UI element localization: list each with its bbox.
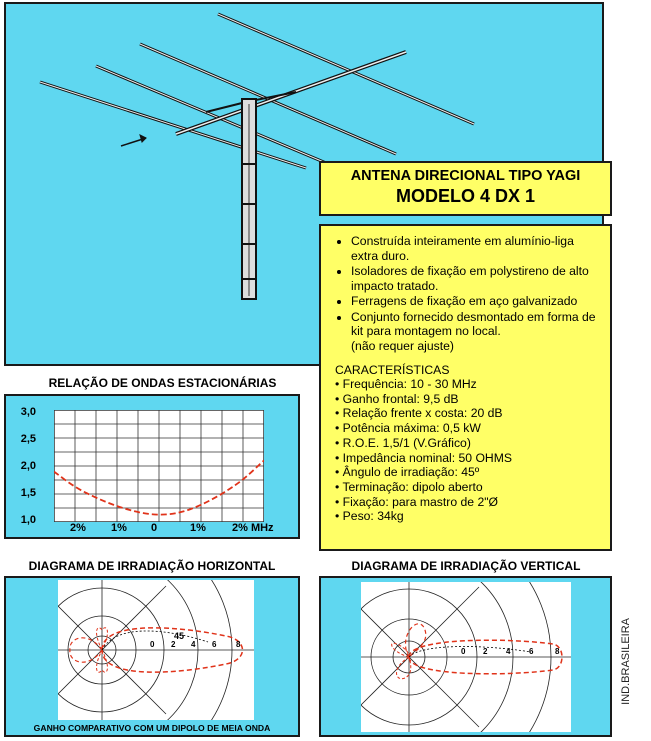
swr-x-tick: 1% — [190, 522, 206, 534]
gain-footnote: GANHO COMPARATIVO COM UM DIPOLO DE MEIA ONDA — [33, 723, 271, 733]
ring-label: 4 — [191, 640, 196, 649]
horizontal-radiation-diagram — [58, 580, 254, 720]
angle-label: 45 — [174, 631, 185, 641]
swr-x-tick: 1% — [111, 522, 127, 534]
features-list — [335, 234, 604, 353]
specs-list — [335, 377, 604, 524]
swr-caption: RELAÇÃO DE ONDAS ESTACIONÁRIAS — [48, 376, 277, 390]
spec-item: • Ângulo de irradiação: 45º — [344, 465, 604, 480]
spec-item: • Peso: 34kg — [344, 509, 604, 524]
ring-label: 2 — [483, 647, 488, 656]
swr-chart-panel — [4, 394, 300, 539]
swr-y-tick: 3,0 — [20, 406, 36, 418]
horizontal-diagram-caption: DIAGRAMA DE IRRADIAÇÃO HORIZONTAL — [28, 559, 276, 573]
swr-x-tick: 2% — [70, 522, 86, 534]
horizontal-diagram-panel — [4, 576, 300, 737]
spec-item: • Potência máxima: 0,5 kW — [344, 421, 604, 436]
spec-item: • Impedância nominal: 50 OHMS — [344, 451, 604, 466]
specs-box — [319, 224, 612, 551]
swr-x-tick: 2% MHz — [232, 522, 274, 534]
swr-y-tick: 1,0 — [20, 514, 36, 526]
spec-item: • Terminação: dipolo aberto — [344, 480, 604, 495]
feature-text: Conjunto fornecido desmontado em forma de kit para montagem no local. — [351, 309, 596, 338]
ring-label: 2 — [171, 640, 176, 649]
manufacturer-side-label: IND.BRASILEIRA — [620, 618, 632, 705]
feature-item: • Ferragens de fixação em aço galvanizado — [351, 294, 604, 309]
feature-item: • Isoladores de fixação em polystireno de alto impacto tratado. — [351, 264, 604, 293]
spec-item: • Fixação: para mastro de 2"Ø — [344, 495, 604, 510]
ring-label: 4 — [506, 647, 511, 656]
title-line1: ANTENA DIRECIONAL TIPO YAGI — [350, 168, 581, 184]
swr-x-tick: 0 — [151, 522, 158, 534]
ring-label: 0 — [461, 647, 466, 656]
swr-y-tick: 2,5 — [20, 433, 36, 445]
swr-chart — [54, 410, 264, 522]
ring-label: 6 — [529, 647, 534, 656]
swr-y-tick: 1,5 — [20, 487, 36, 499]
ring-label: 0 — [150, 640, 155, 649]
feature-note: (não requer ajuste) — [351, 338, 454, 353]
vertical-diagram-caption: DIAGRAMA DE IRRADIAÇÃO VERTICAL — [351, 559, 581, 573]
vertical-diagram-panel — [319, 576, 612, 737]
feature-item — [351, 310, 604, 354]
model-title: MODELO 4 DX 1 — [395, 186, 536, 206]
title-box — [319, 161, 612, 216]
spec-item: • R.O.E. 1,5/1 (V.Gráfico) — [344, 436, 604, 451]
spec-item: • Frequência: 10 - 30 MHz — [344, 377, 604, 392]
feature-item: • Construída inteiramente em alumínio-liga extra duro. — [351, 234, 604, 263]
ring-label: 6 — [212, 640, 217, 649]
swr-y-tick: 2,0 — [20, 460, 36, 472]
ring-label: 8 — [236, 640, 241, 649]
vertical-radiation-diagram — [361, 582, 571, 732]
spec-item: • Ganho frontal: 9,5 dB — [344, 392, 604, 407]
ring-label: 8 — [555, 647, 560, 656]
spec-item: • Relação frente x costa: 20 dB — [344, 406, 604, 421]
specs-heading: CARACTERÍSTICAS — [335, 363, 450, 377]
